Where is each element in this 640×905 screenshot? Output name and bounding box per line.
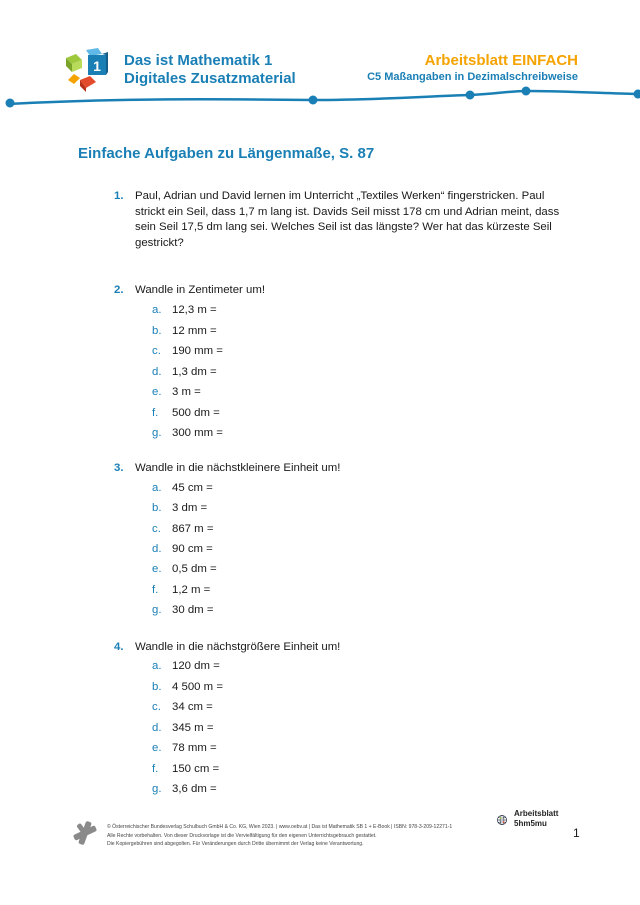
item-letter: a. (152, 482, 162, 494)
worksheet-title: Einfache Aufgaben zu Längenmaße, S. 87 (78, 145, 375, 162)
badge-label: Arbeitsblatt (514, 809, 559, 818)
list-item (152, 604, 213, 616)
item-letter: e. (152, 742, 162, 754)
item-expression: 1,3 dm = (172, 365, 217, 378)
item-expression: 3,6 dm = (172, 783, 217, 795)
item-letter: b. (152, 324, 162, 337)
globe-icon (488, 806, 516, 834)
item-expression: 45 cm = (172, 482, 213, 494)
task-text: Wandle in die nächstgrößere Einheit um! (135, 641, 341, 653)
footer-line2: Alle Rechte vorbehalten. Von dieser Druckvorlage ist die Vervielfältigung für den eigenen Unterrichtsgebrauch gestattet. (107, 832, 377, 839)
online-code-badge[interactable] (514, 809, 558, 829)
item-expression: 0,5 dm = (172, 563, 217, 576)
item-letter: b. (152, 502, 162, 515)
header-worksheet-info (367, 52, 578, 84)
list-item (152, 502, 207, 514)
item-letter: g. (152, 603, 162, 616)
list-item (152, 701, 213, 713)
item-letter: e. (152, 386, 162, 398)
item-letter: d. (152, 721, 162, 734)
list-item (152, 722, 213, 734)
copyright-footer (107, 823, 507, 849)
list-item (152, 742, 217, 754)
item-expression: 90 cm = (172, 542, 213, 555)
worksheet-label: Arbeitsblatt EINFACH (424, 52, 578, 69)
item-letter: c. (152, 701, 161, 713)
item-letter: e. (152, 563, 162, 576)
item-expression: 3 m = (172, 386, 201, 398)
list-item (152, 543, 213, 555)
item-letter: f. (152, 762, 159, 775)
list-item (152, 407, 220, 419)
task-number: 4. (114, 641, 124, 653)
item-letter: a. (152, 660, 162, 672)
task-2 (114, 283, 566, 299)
task-number: 1. (114, 190, 124, 202)
list-item (152, 325, 217, 337)
item-letter: g. (152, 783, 162, 795)
task-text: Wandle in Zentimeter um! (135, 284, 265, 296)
list-item (152, 783, 217, 795)
item-letter: c. (152, 345, 161, 357)
item-expression: 190 mm = (172, 345, 223, 357)
task-3 (114, 461, 566, 477)
list-item (152, 345, 223, 357)
item-letter: f. (152, 583, 159, 596)
list-item (152, 681, 223, 693)
list-item (152, 427, 223, 439)
item-letter: a. (152, 304, 162, 316)
item-expression: 4 500 m = (172, 680, 223, 693)
footer-line3: Die Kopiergebühren sind abgegolten. Für Veränderungen durch Dritte übernimmt der Verlag keine Verantwortung. (107, 841, 364, 848)
list-item (152, 366, 217, 378)
list-item (152, 563, 217, 575)
item-expression: 500 dm = (172, 406, 220, 419)
item-expression: 867 m = (172, 522, 214, 535)
item-letter: b. (152, 680, 162, 693)
item-expression: 78 mm = (172, 742, 217, 754)
task-4 (114, 640, 566, 656)
list-item (152, 304, 217, 316)
item-letter: g. (152, 427, 162, 439)
badge-code: 5hm5mu (514, 819, 547, 828)
list-item (152, 482, 213, 494)
list-item (152, 763, 219, 775)
task-text: Wandle in die nächstkleinere Einheit um! (135, 462, 341, 474)
list-item (152, 523, 213, 535)
item-letter: f. (152, 406, 159, 419)
item-letter: d. (152, 542, 162, 555)
item-expression: 150 cm = (172, 762, 220, 775)
footer-line1: © Österreichischer Bundesverlag Schulbuch GmbH & Co. KG, Wien 2023. | www.oebv.at | Das ist Mathematik SB 1 + E-Book | ISBN: 978-3-209-12271-1 (107, 824, 453, 830)
worksheet-topic: C5 Maßangaben in Dezimalschreibweise (367, 71, 578, 83)
item-expression: 120 dm = (172, 660, 220, 672)
item-expression: 30 dm = (172, 603, 214, 616)
item-letter: c. (152, 522, 161, 535)
task-number: 2. (114, 284, 124, 296)
header-divider-line (0, 82, 640, 112)
header-title-line1: Das ist Mathematik 1 (124, 52, 273, 69)
logo-digit: 1 (93, 58, 101, 74)
item-expression: 1,2 m = (172, 583, 211, 596)
task-text: Paul, Adrian und David lernen im Unterricht „Textiles Werken“ fingerstricken. Paul strickt ein Seil, dass 1,7 m lang ist. Davids Seil misst 178 cm und Adrian meint, dass sein Seil 17,5 dm lang sei. Welches Seil ist das längste? Wer hat das kürzeste Seil gestrickt? (135, 190, 560, 249)
item-letter: d. (152, 365, 162, 378)
item-expression: 34 cm = (172, 701, 213, 713)
item-expression: 12,3 m = (172, 304, 217, 316)
item-expression: 12 mm = (172, 324, 217, 337)
list-item (152, 386, 201, 398)
header-title-line2: Digitales Zusatzmaterial (124, 70, 296, 87)
list-item (152, 660, 220, 672)
task-1 (114, 189, 566, 251)
item-expression: 345 m = (172, 721, 214, 734)
list-item (152, 584, 210, 596)
item-expression: 300 mm = (172, 427, 223, 439)
item-expression: 3 dm = (172, 502, 208, 515)
page-number: 1 (573, 826, 580, 840)
publisher-logo-icon (72, 820, 98, 846)
task-number: 3. (114, 462, 124, 474)
